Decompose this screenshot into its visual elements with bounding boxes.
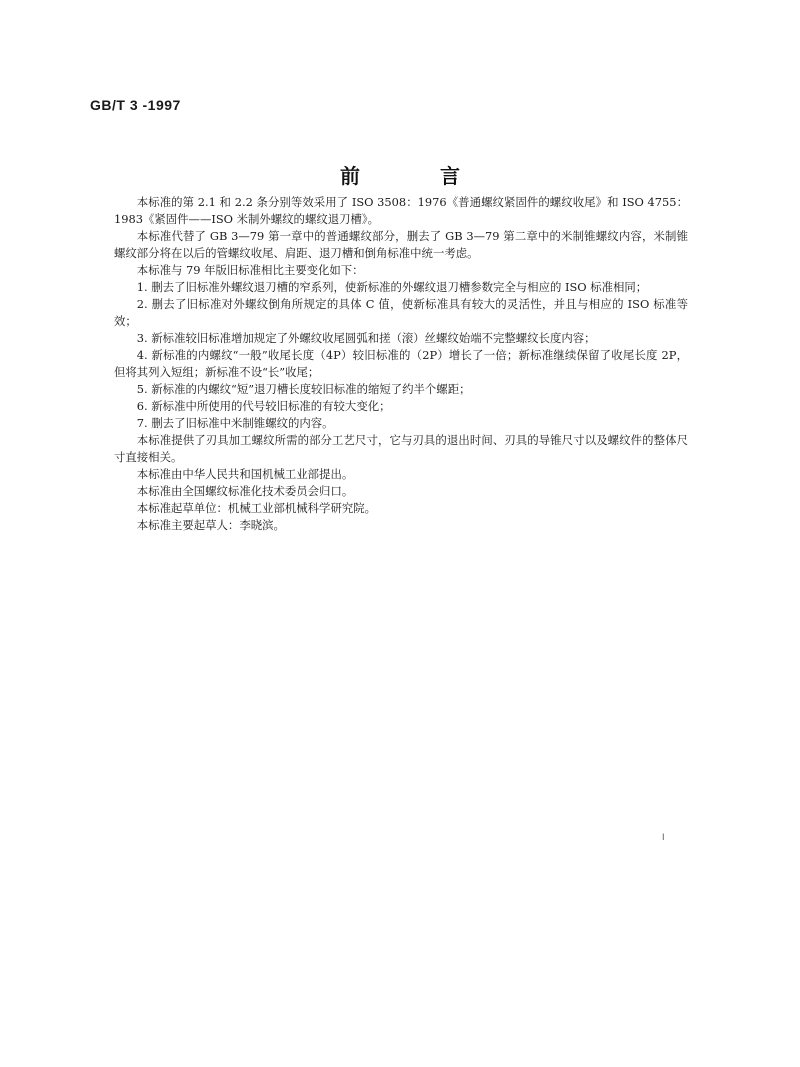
list-item: 2. 删去了旧标准对外螺纹倒角所规定的具体 C 值，使新标准具有较大的灵活性，并且与相应的 ISO 标准等效； (114, 297, 688, 328)
list-item: 6. 新标准中所使用的代号较旧标准的有较大变化； (136, 399, 391, 413)
paragraph-changes-intro: 本标准与 79 年版旧标准相比主要变化如下： (136, 263, 364, 277)
standard-code: GB/T 3 -1997 (90, 97, 181, 113)
list-item: 1. 删去了旧标准外螺纹退刀槽的窄系列，使新标准的外螺纹退刀槽参数完全与相应的 ISO 标准相同； (136, 280, 648, 294)
paragraph-drafting-unit: 本标准起草单位：机械工业部机械科学研究院。 (136, 501, 377, 515)
list-item: 4. 新标准的内螺纹“一般”收尾长度（4P）较旧标准的（2P）增长了一倍；新标准继续保留了收尾长度 2P，但将其列入短组；新标准不设“长”收尾； (114, 348, 688, 379)
paragraph-centralized: 本标准由全国螺纹标准化技术委员会归口。 (136, 484, 354, 498)
page-number: I (662, 832, 665, 842)
paragraph-proposer: 本标准由中华人民共和国机械工业部提出。 (136, 467, 354, 481)
paragraph-replacement: 本标准代替了 GB 3—79 第一章中的普通螺纹部分，删去了 GB 3—79 第二章中的米制锥螺纹内容，米制锥螺纹部分将在以后的管螺纹收尾、肩距、退刀槽和倒角标准中统一考虑。 (114, 229, 688, 260)
page-title: 前 言 (340, 164, 490, 188)
list-item: 5. 新标准的内螺纹“短”退刀槽长度较旧标准的缩短了约半个螺距； (136, 382, 471, 396)
paragraph-drafter: 本标准主要起草人：李晓滨。 (136, 518, 285, 532)
list-item: 7. 删去了旧标准中米制锥螺纹的内容。 (136, 416, 334, 430)
paragraph-adoption: 本标准的第 2.1 和 2.2 条分别等效采用了 ISO 3508：1976《普通螺纹紧固件的螺纹收尾》和 ISO 4755：1983《紧固件——ISO 米制外螺纹的螺纹退刀槽》。 (114, 195, 688, 226)
list-item: 3. 新标准较旧标准增加规定了外螺纹收尾圆弧和搓（滚）丝螺纹始端不完整螺纹长度内容； (136, 331, 596, 345)
paragraph-dimensions: 本标准提供了刃具加工螺纹所需的部分工艺尺寸，它与刃具的退出时间、刃具的导锥尺寸以及螺纹件的整体尺寸直接相关。 (114, 433, 688, 464)
body-text (114, 194, 688, 534)
